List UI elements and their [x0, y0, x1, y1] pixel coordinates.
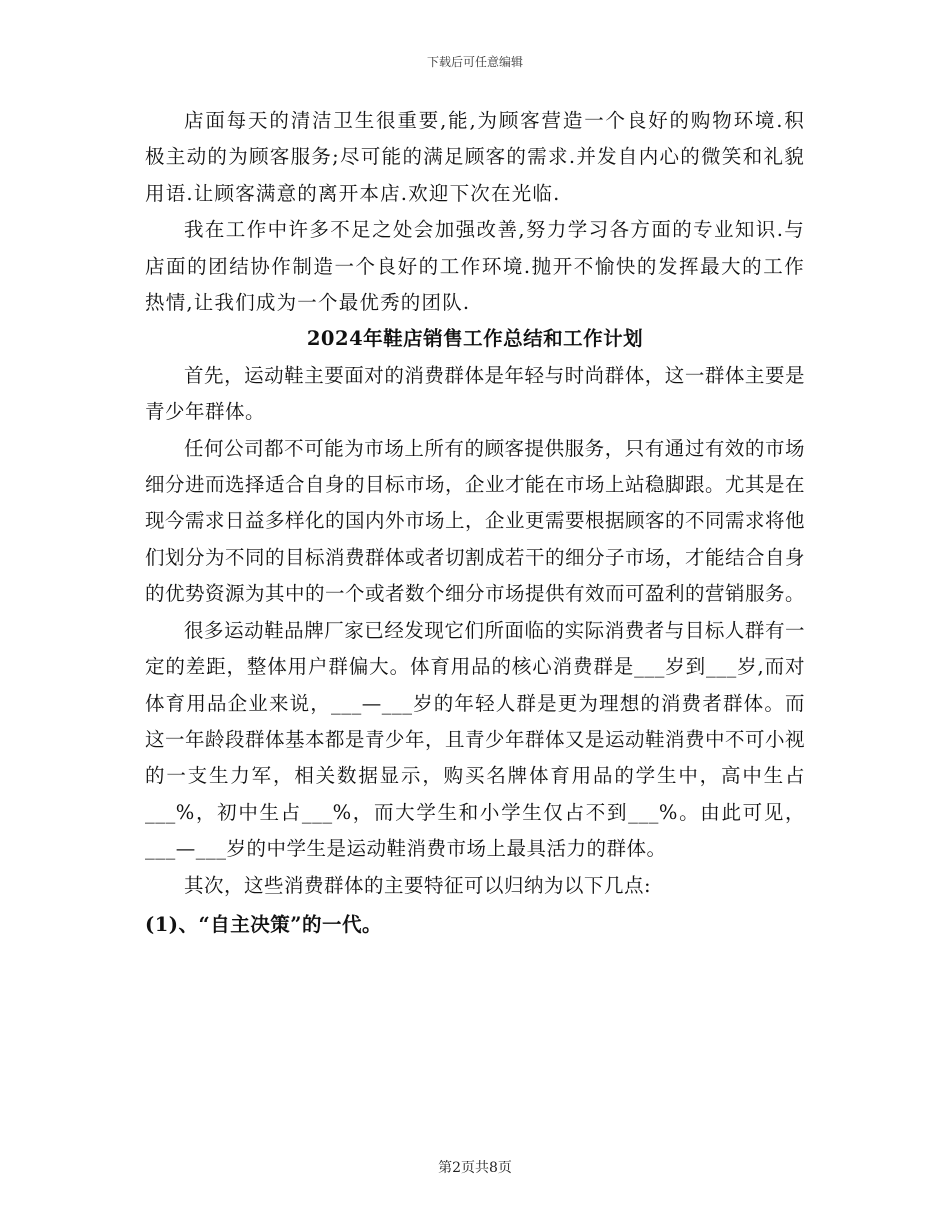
- document-body: [145, 103, 805, 946]
- paragraph-target-group: 首先，运动鞋主要面对的消费群体是年轻与时尚群体，这一群体主要是青少年群体。: [145, 363, 805, 424]
- paragraph-store-cleaning: 店面每天的清洁卫生很重要,能,为顾客营造一个良好的购物环境.积极主动的为顾客服务;尽可能的满足顾客的需求.并发自内心的微笑和礼貌用语.让顾客满意的离开本店.欢迎下次在光临.: [145, 109, 805, 205]
- paragraph-characteristics-intro: 其次，这些消费群体的主要特征可以归纳为以下几点:: [184, 873, 652, 897]
- subheading-autonomous-generation: (1)、“自主决策”的一代。: [145, 912, 382, 936]
- page-header-note: 下载后可任意编辑: [426, 55, 523, 69]
- section-title: 2024年鞋店销售工作总结和工作计划: [306, 327, 644, 351]
- page-number: 第2页共8页: [438, 1160, 512, 1176]
- paragraph-consumer-data: 很多运动鞋品牌厂家已经发现它们所面临的实际消费者与目标人群有一定的差距，整体用户群偏大。体育用品的核心消费群是___岁到___岁,而对体育用品企业来说，___—___岁的年轻人群是更为理想的消费者群体。而这一年龄段群体基本都是青少年，且青少年群体又是运动鞋消费中不可小视的一支生力军，相关数据显示，购买名牌体育用品的学生中，高中生占___%，初中生占___%，而大学生和小学生仅占不到___%。由此可见，___—___岁的中学生是运动鞋消费市场上最具活力的群体。: [145, 618, 806, 861]
- paragraph-self-improvement: 我在工作中许多不足之处会加强改善,努力学习各方面的专业知识.与店面的团结协作制造一个良好的工作环境.抛开不愉快的发挥最大的工作热情,让我们成为一个最优秀的团队.: [145, 218, 805, 315]
- paragraph-market-segmentation: 任何公司都不可能为市场上所有的顾客提供服务，只有通过有效的市场细分进而选择适合自身的目标市场，企业才能在市场上站稳脚跟。尤其是在现今需求日益多样化的国内外市场上，企业更需要根据顾客的不同需求将他们划分为不同的目标消费群体或者切割成若干的细分子市场，才能结合自身的优势资源为其中的一个或者数个细分市场提供有效而可盈利的营销服务。: [145, 436, 806, 606]
